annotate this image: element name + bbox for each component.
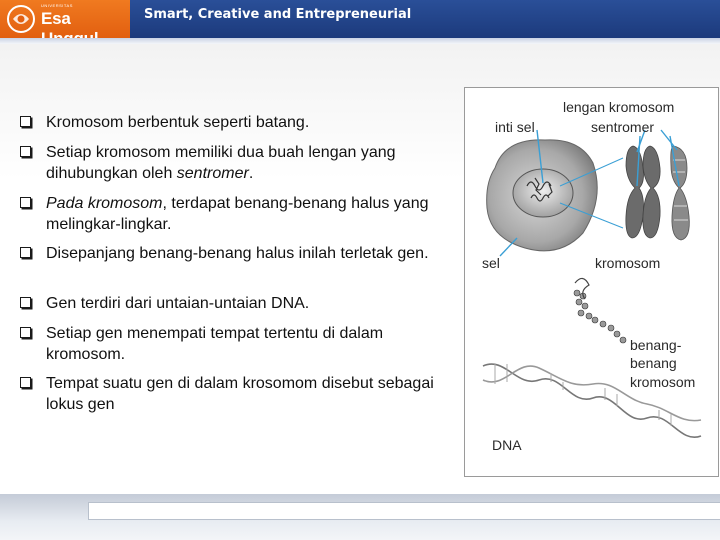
bullet-text: Gen terdiri dari untaian-untaian DNA.: [46, 295, 310, 312]
logo-name: Esa: [41, 9, 71, 28]
label-benang-1: benang-: [630, 337, 682, 353]
chromatin-coil: [574, 290, 626, 343]
nucleus-shape: [513, 169, 573, 217]
label-sentromer: sentromer: [591, 119, 655, 135]
bullet-text: Setiap kromosom memiliki dua buah lengan yang dihubungkan oleh sentromer.: [46, 144, 396, 182]
bullet-text: Disepanjang benang-benang halus inilah terletak gen.: [46, 245, 429, 262]
chromosome-pair: [626, 146, 660, 238]
checkbox-bullet-icon: [20, 146, 31, 157]
label-dna: DNA: [492, 437, 522, 453]
checkbox-bullet-icon: [20, 247, 31, 258]
header-bar: [0, 0, 720, 38]
label-kromosom: kromosom: [595, 255, 661, 271]
label-inti-sel: inti sel: [495, 119, 535, 135]
chromosome-illustration: [465, 88, 718, 476]
label-benang-2: benang: [630, 355, 677, 371]
checkbox-bullet-icon: [20, 297, 31, 308]
checkbox-bullet-icon: [20, 197, 31, 208]
label-benang-3: kromosom: [630, 374, 696, 390]
bullet-text: Tempat suatu gen di dalam krosomom disebut sebagai lokus gen: [46, 375, 434, 413]
label-sel: sel: [482, 255, 500, 271]
logo-emblem-icon: [6, 4, 36, 34]
checkbox-bullet-icon: [20, 116, 31, 127]
footer-panel: [88, 502, 720, 520]
bullet-text: Setiap gen menempati tempat tertentu di dalam kromosom.: [46, 325, 384, 363]
bullet-text: Kromosom berbentuk seperti batang.: [46, 114, 310, 131]
single-chromosome: [671, 146, 690, 240]
bullet-text: Pada kromosom, terdapat benang-benang halus yang melingkar-lingkar.: [46, 195, 429, 233]
checkbox-bullet-icon: [20, 327, 31, 338]
logo: [0, 0, 130, 38]
label-lengan-kromosom: lengan kromosom: [563, 99, 675, 115]
tagline: Smart, Creative and Entrepreneurial: [144, 7, 412, 22]
chromosome-figure: [464, 87, 719, 477]
logo-subtitle: UNIVERSITAS: [41, 3, 73, 8]
checkbox-bullet-icon: [20, 377, 31, 388]
